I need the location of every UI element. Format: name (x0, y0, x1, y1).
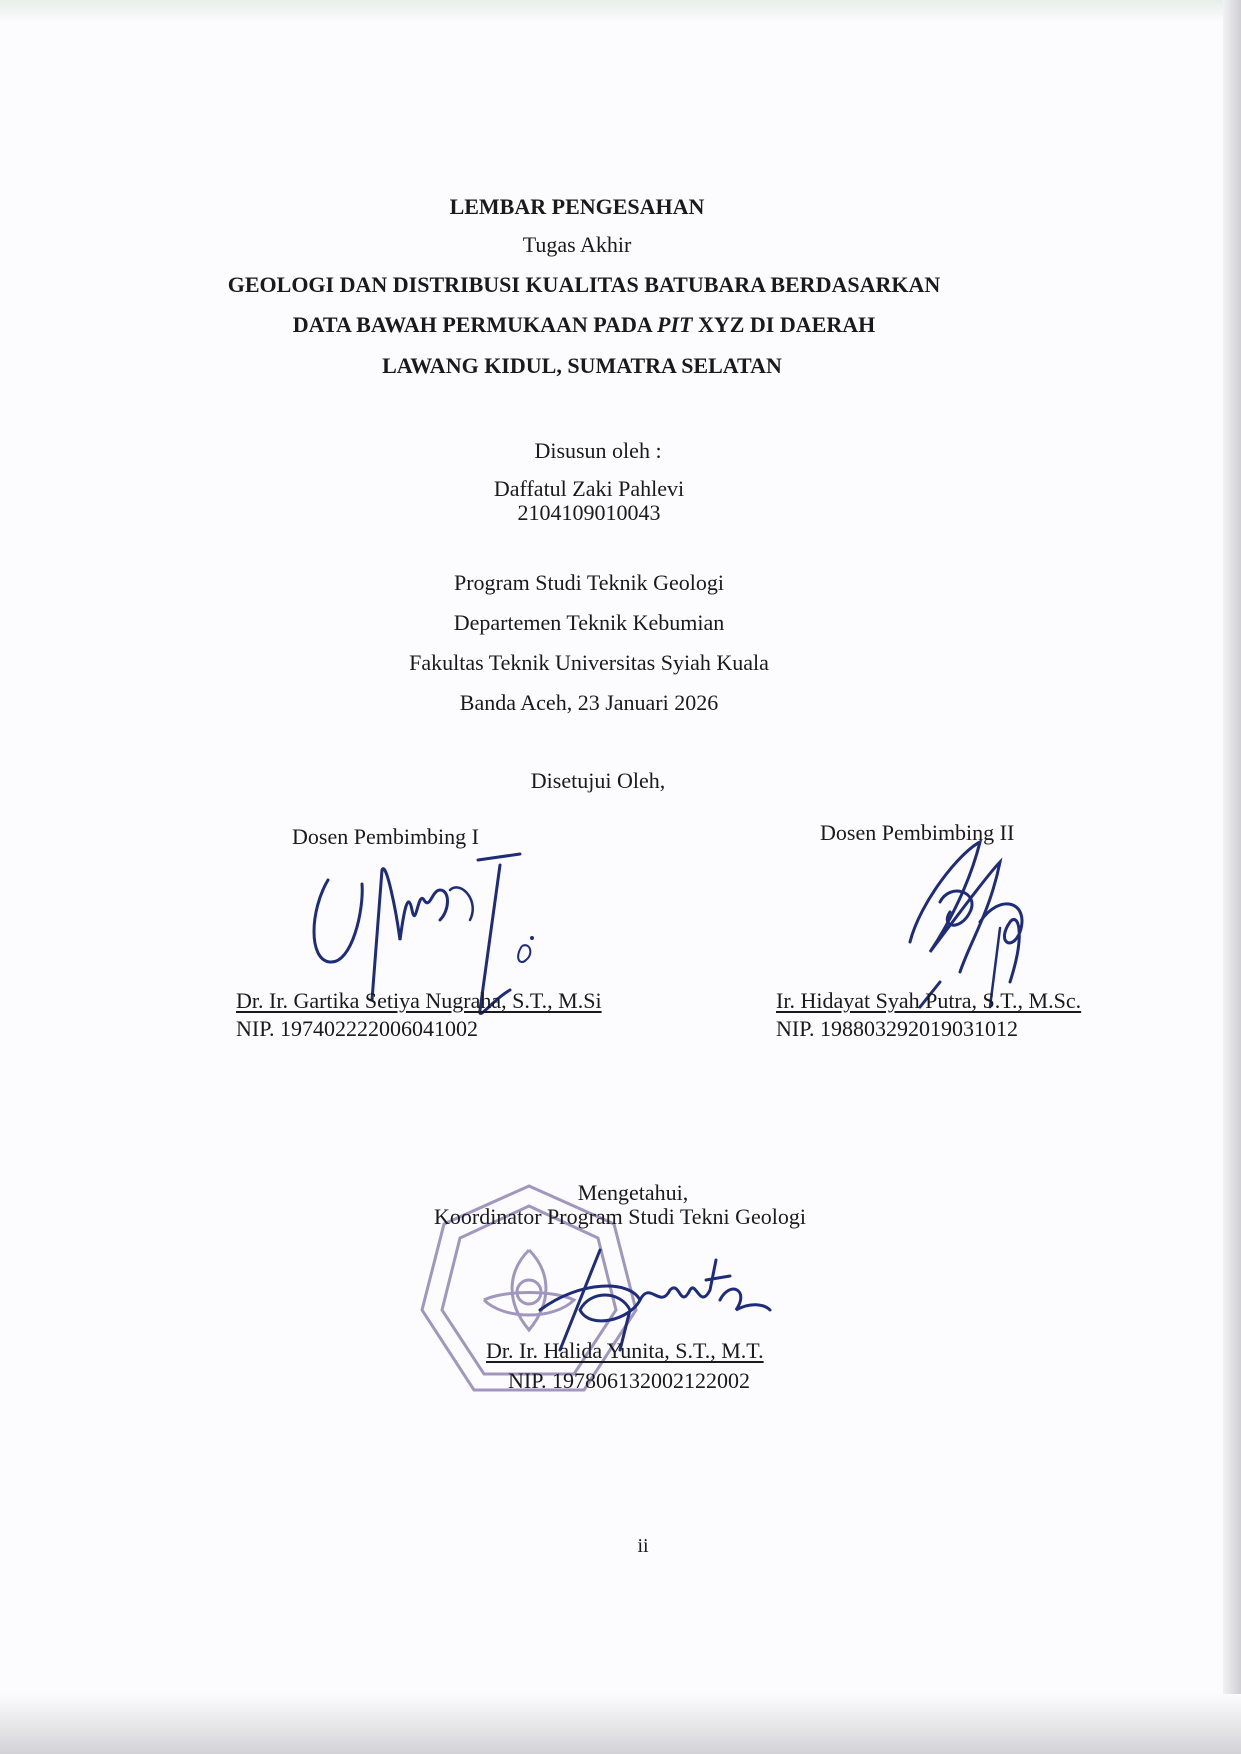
author-name: Daffatul Zaki Pahlevi (493, 476, 685, 501)
thesis-title-line-2 (0, 314, 1168, 336)
coordinator-nip: NIP. 197806132002122002 (508, 1368, 751, 1393)
coordinator-role: Koordinator Program Studi Tekni Geologi (433, 1204, 806, 1229)
thesis-title-line-2-pre: DATA BAWAH PERMUKAAN PADA (292, 312, 658, 337)
scan-edge-bottom (0, 1694, 1241, 1754)
scan-edge-top (0, 0, 1241, 22)
program-name: Program Studi Teknik Geologi (454, 570, 724, 595)
page-subtitle: Tugas Akhir (522, 232, 632, 257)
faculty-name: Fakultas Teknik Universitas Syiah Kuala (409, 650, 769, 675)
coordinator-name: Dr. Ir. Halida Yunita, S.T., M.T. (486, 1338, 764, 1363)
supervisor-2-name: Ir. Hidayat Syah Putra, S.T., M.Sc. (776, 988, 1082, 1013)
supervisor-1-nip: NIP. 197402222006041002 (236, 1016, 479, 1041)
scan-edge-right (1223, 0, 1241, 1754)
page-number: ii (637, 1535, 649, 1557)
author-label: Disusun oleh : (534, 438, 662, 463)
place-date: Banda Aceh, 23 Januari 2026 (459, 690, 719, 715)
supervisor-2-signature (900, 832, 1060, 1012)
approval-label: Disetujui Oleh, (530, 768, 666, 793)
supervisor-1-name: Dr. Ir. Gartika Setiya Nugraha, S.T., M.Si (236, 988, 602, 1013)
supervisor-1-role: Dosen Pembimbing I (292, 824, 479, 849)
department-name: Departemen Teknik Kebumian (453, 610, 725, 635)
thesis-title-line-1: GEOLOGI DAN DISTRIBUSI KUALITAS BATUBARA BERDASARKAN (227, 272, 941, 297)
supervisor-2-nip: NIP. 198803292019031012 (776, 1016, 1019, 1041)
thesis-title-pit: PIT (657, 312, 693, 337)
page-title: LEMBAR PENGESAHAN (449, 194, 705, 219)
thesis-title-line-3: LAWANG KIDUL, SUMATRA SELATAN (382, 353, 782, 378)
acknowledgement-label: Mengetahui, (577, 1180, 689, 1205)
supervisor-2-role: Dosen Pembimbing II (820, 820, 1015, 845)
author-id: 2104109010043 (517, 500, 661, 525)
thesis-title-line-2-post: XYZ DI DAERAH (692, 312, 876, 337)
